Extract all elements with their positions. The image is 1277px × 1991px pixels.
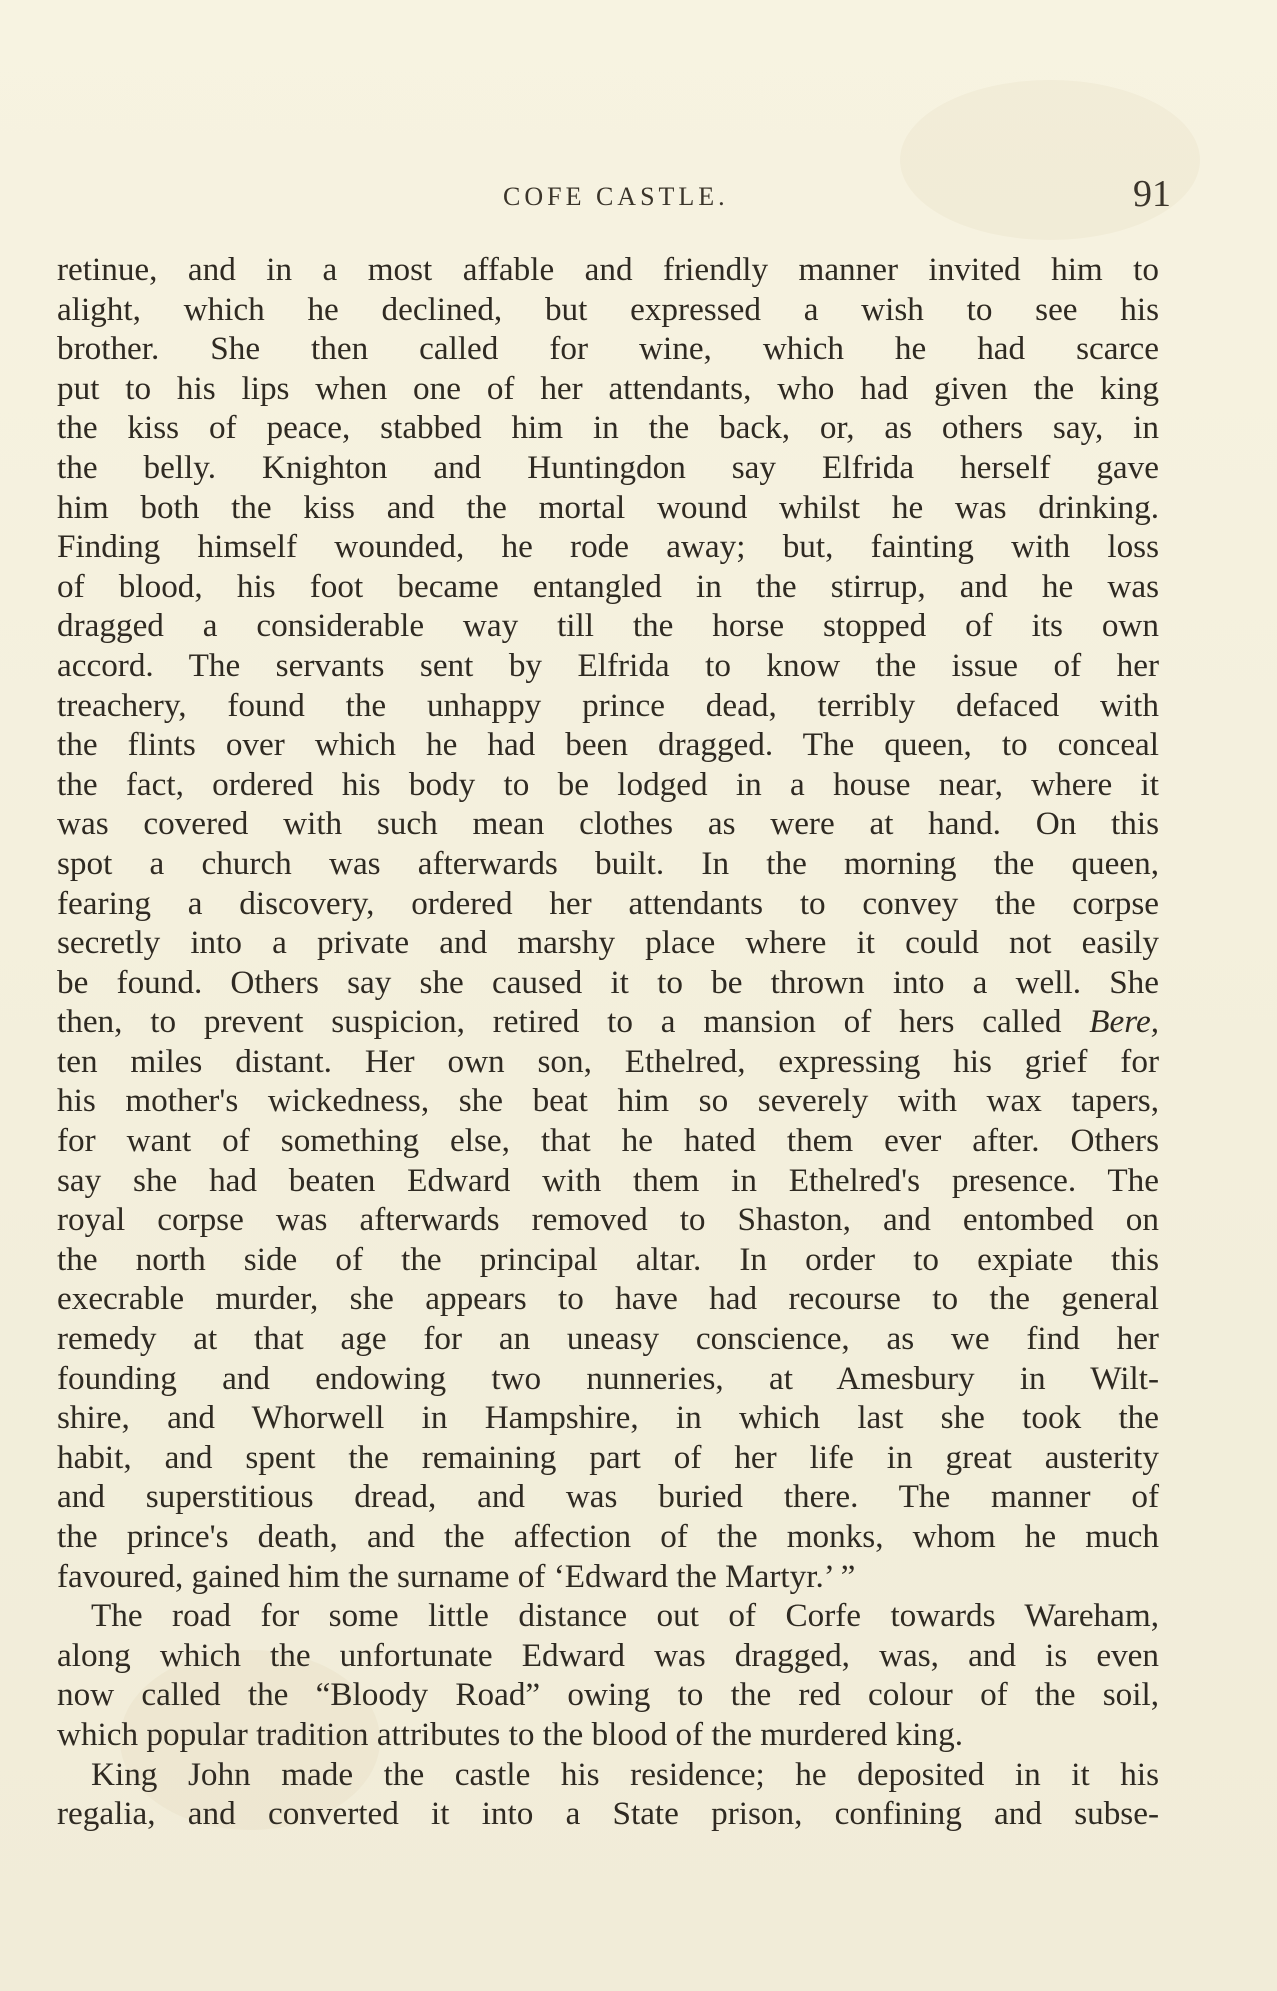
text-line: The road for some little distance out of Corfe towards Wareham, [91,1597,1159,1635]
text-line: dragged a considerable way till the horse stopped of its own [57,607,1159,645]
paragraph-end-line: favoured, gained him the surname of ‘Edward the Martyr.’ ” [57,1557,856,1595]
text-line: ten miles distant. Her own son, Ethelred, expressing his grief for [57,1042,1159,1080]
page-header [0,173,1277,236]
text-line: alight, which he declined, but expressed a wish to see his [57,290,1159,328]
text-line: the kiss of peace, stabbed him in the back, or, as others say, in [57,409,1159,447]
text-line: accord. The servants sent by Elfrida to know the issue of her [57,646,1159,684]
text-line: the flints over which he had been dragged. The queen, to conceal [57,726,1159,764]
text-line: along which the unfortunate Edward was dragged, was, and is even [57,1636,1159,1674]
text-line: brother. She then called for wine, which he had scarce [57,330,1159,368]
paragraph-end-line: which popular tradition attributes to the blood of the murdered king. [57,1715,963,1753]
text-line: retinue, and in a most affable and friendly manner invited him to [57,251,1159,288]
text-line: his mother's wickedness, she beat him so severely with wax tapers, [57,1082,1159,1120]
text-line: the belly. Knighton and Huntingdon say Elfrida herself gave [57,448,1159,486]
italic-place-name: Bere, [1089,1003,1159,1041]
text-line: for want of something else, that he hated them ever after. Others [57,1122,1159,1160]
text-line: and superstitious dread, and was buried there. The manner of [57,1478,1159,1516]
body-text [57,250,1159,1834]
text-line: the prince's death, and the affection of the monks, whom he much [57,1518,1159,1555]
text-line: put to his lips when one of her attendants, who had given the king [57,369,1159,407]
text-line: founding and endowing two nunneries, at Amesbury in Wilt- [57,1359,1159,1397]
text-line: regalia, and converted it into a State prison, confining and subse- [57,1795,1159,1833]
text-line: secretly into a private and marshy place where it could not easily [57,924,1159,962]
text-line: treachery, found the unhappy prince dead, terribly defaced with [57,686,1159,724]
text-line: say she had beaten Edward with them in Ethelred's presence. The [57,1161,1159,1199]
text-line: be found. Others say she caused it to be thrown into a well. She [57,963,1159,1001]
text-line: the fact, ordered his body to be lodged in a house near, where it [57,765,1159,803]
page-number: 91 [1133,173,1171,215]
text-line: fearing a discovery, ordered her attendants to convey the corpse [57,884,1159,922]
text-line: habit, and spent the remaining part of her life in great austerity [57,1438,1159,1476]
text-line-with-italic [57,1002,1159,1042]
text-line: was covered with such mean clothes as were at hand. On this [57,805,1159,843]
text-line: him both the kiss and the mortal wound whilst he was drinking. [57,488,1159,526]
text-line: the north side of the principal altar. In order to expiate this [57,1240,1159,1278]
text-line: King John made the castle his residence; he deposited in it his [91,1755,1159,1793]
text-line: shire, and Whorwell in Hampshire, in which last she took the [57,1399,1159,1437]
text-line: royal corpse was afterwards removed to Shaston, and entombed on [57,1201,1159,1239]
text-line: remedy at that age for an uneasy conscience, as we find her [57,1320,1159,1358]
running-head: COFE CASTLE. [503,182,729,211]
text-line: now called the “Bloody Road” owing to the red colour of the soil, [57,1676,1159,1714]
text-line: spot a church was afterwards built. In the morning the queen, [57,844,1159,882]
text-line: Finding himself wounded, he rode away; but, fainting with loss [57,528,1159,566]
text-line-start: then, to prevent suspicion, retired to a mansion of hers called [57,1003,1062,1041]
text-line: execrable murder, she appears to have had recourse to the general [57,1280,1159,1318]
text-line: of blood, his foot became entangled in the stirrup, and he was [57,567,1159,605]
